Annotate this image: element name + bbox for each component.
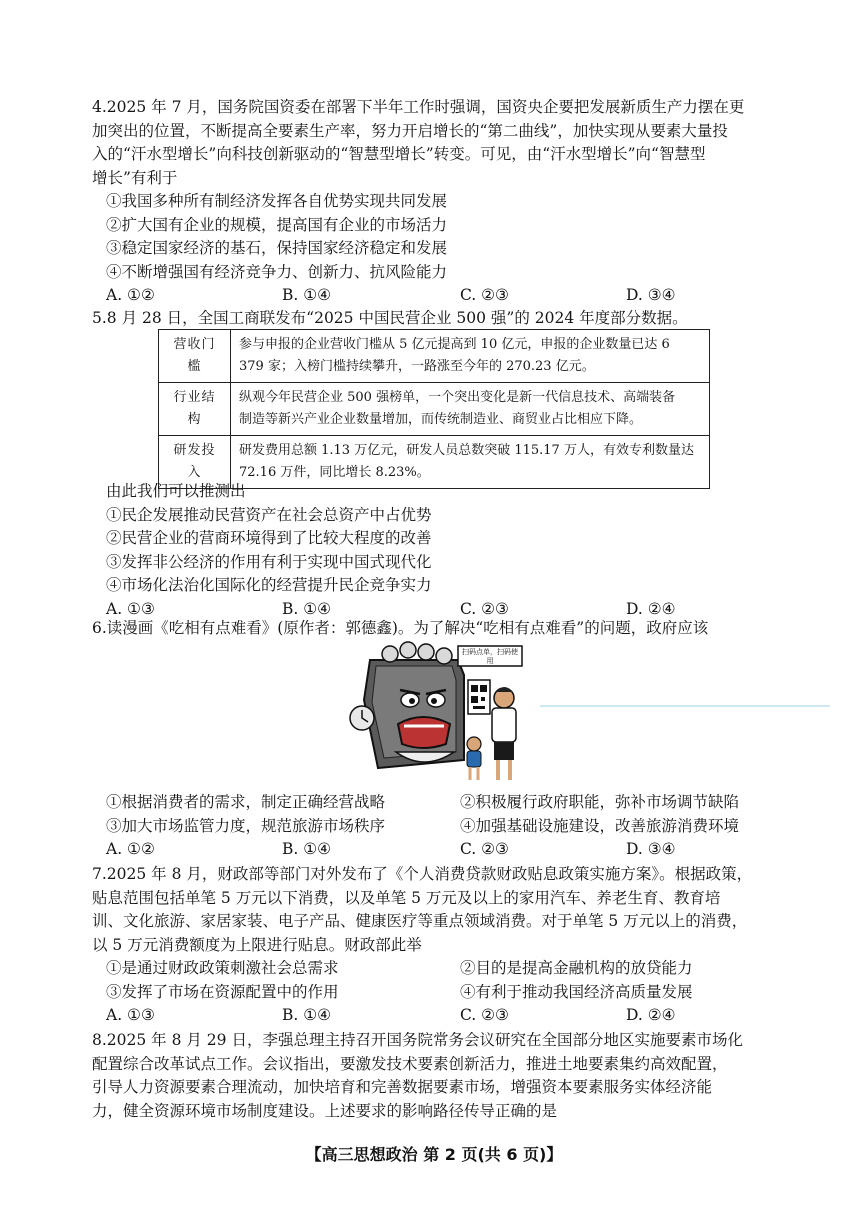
q5-item: ②民营企业的营商环境得到了比较大程度的改善 [106, 529, 432, 547]
table-row [159, 383, 710, 436]
table-cell-line: 参与申报的企业营收门槛从 5 亿元提高到 10 亿元，申报的企业数量已达 6 [239, 337, 670, 352]
q7-options [92, 1004, 732, 1028]
table-cell-line: 72.16 万件，同比增长 8.23%。 [239, 465, 430, 480]
q8-stem-line: 引导人力资源要素合理流动，加快培育和完善数据要素市场，增强资本要素服务实体经济能 [92, 1078, 713, 1096]
q6-option-d[interactable]: D. ③④ [626, 840, 676, 858]
q6-item-row [92, 791, 740, 815]
q5-option-b[interactable]: B. ①④ [282, 599, 332, 618]
table-cell-line: 379 家；入榜门槛持续攀升，一路涨至今年的 270.23 亿元。 [239, 359, 595, 374]
q4-item: ④不断增强国有经济竞争力、创新力、抗风险能力 [106, 262, 448, 281]
question-6-body [92, 791, 740, 862]
q7-option-c[interactable]: C. ②③ [460, 1006, 509, 1024]
question-8 [92, 1029, 743, 1123]
q4-stem-line: 4.2025 年 7 月，国务院国资委在部署下半年工作时强调，国资央企要把发展新质生产力摆在更 [92, 98, 745, 116]
q6-item: ①根据消费者的需求，制定正确经营战略 [106, 793, 386, 811]
q4-options [92, 284, 732, 308]
q4-option-a[interactable]: A. ①② [106, 286, 155, 304]
table-row-body [231, 330, 710, 383]
q6-option-b[interactable]: B. ①④ [282, 840, 332, 858]
q6-item: ②积极履行政府职能，弥补市场调节缺陷 [460, 793, 740, 811]
q8-stem-line: 力，健全资源环境市场制度建设。上述要求的影响路径传导正确的是 [92, 1101, 558, 1120]
q8-stem-line: 8.2025 年 8 月 29 日，李强总理主持召开国务院常务会议研究在全国部分地区实施要素市场化 [92, 1031, 743, 1049]
table-cell-line: 制造等新兴产业企业数量增加，而传统制造业、商贸业占比相应下降。 [239, 412, 643, 427]
q7-stem-line: 贴息范围包括单笔 5 万元以下消费，以及单笔 5 万元及以上的家用汽车、养老生育、教育培 [92, 888, 721, 907]
q5-item: ①民企发展推动民营资产在社会总资产中占优势 [106, 505, 432, 524]
q7-item-row [92, 981, 732, 1005]
q7-stem-line: 训、文化旅游、家居家装、电子产品、健康医疗等重点领域消费。对于单笔 5 万元以上的消费， [92, 912, 748, 930]
q7-item: ③发挥了市场在资源配置中的作用 [106, 982, 339, 1001]
q4-item: ③稳定国家经济的基石，保持国家经济稳定和发展 [106, 239, 448, 257]
q4-stem-line: 入的“汗水型增长”向科技创新驱动的“智慧型增长”转变。可见，由“汗水型增长”向“智慧型 [92, 145, 706, 163]
q6-item: ④加强基础设施建设，改善旅游消费环境 [460, 816, 740, 835]
q7-item: ④有利于推动我国经济高质量发展 [460, 982, 693, 1001]
table-cell-line: 研发费用总额 1.13 万亿元，研发人员总数突破 115.17 万人，有效专利数量达 [239, 443, 694, 458]
q6-stem: 6.读漫画《吃相有点难看》(原作者：郭德鑫)。为了解决“吃相有点难看”的问题，政府应该 [92, 619, 709, 637]
q7-option-a[interactable]: A. ①③ [106, 1006, 155, 1024]
question-4 [92, 96, 745, 308]
table-row-body [231, 383, 710, 436]
q5-lead: 由此我们可以推测出 [106, 482, 246, 500]
scan-artifact-line [540, 705, 830, 707]
q8-stem-line: 配置综合改革试点工作。会议指出，要激发技术要素创新活力，推进土地要素集约高效配置， [92, 1054, 728, 1073]
table-row-head: 研发投入 [159, 436, 231, 489]
cartoon-sign: 扫码点单，扫码使用 [462, 648, 518, 665]
question-5-stem [92, 307, 732, 331]
q5-item: ③发挥非公经济的作用有利于实现中国式现代化 [106, 552, 432, 571]
cartoon-illustration [340, 640, 540, 790]
q6-item-row [92, 815, 740, 839]
table-row [159, 330, 710, 383]
q7-option-d[interactable]: D. ②④ [626, 1006, 676, 1024]
question-6-stem [92, 617, 732, 641]
q4-item: ②扩大国有企业的规模，提高国有企业的市场活力 [106, 215, 448, 234]
q7-option-b[interactable]: B. ①④ [282, 1006, 332, 1024]
q5-stem: 5.8 月 28 日，全国工商联发布“2025 中国民营企业 500 强”的 2024 年度部分数据。 [92, 309, 688, 327]
q5-option-d[interactable]: D. ②④ [626, 599, 676, 618]
page-footer: 【高三思想政治 第 2 页(共 6 页)】 [305, 1145, 563, 1164]
q6-option-c[interactable]: C. ②③ [460, 840, 509, 858]
table-cell-line: 纵观今年民营企业 500 强榜单，一个突出变化是新一代信息技术、高端装备 [239, 390, 676, 405]
q7-stem-line: 7.2025 年 8 月，财政部等部门对外发布了《个人消费贷款财政贴息政策实施方案》。根据政策， [92, 865, 753, 883]
q7-item: ①是通过财政政策刺激社会总需求 [106, 959, 339, 977]
q5-item: ④市场化法治化国际化的经营提升民企竞争实力 [106, 576, 432, 594]
q5-option-a[interactable]: A. ①③ [106, 599, 155, 618]
q7-item-row [92, 957, 732, 981]
table-row-head: 行业结构 [159, 383, 231, 436]
q4-option-d[interactable]: D. ③④ [626, 286, 676, 304]
q5-option-c[interactable]: C. ②③ [460, 599, 509, 618]
q7-item: ②目的是提高金融机构的放贷能力 [460, 959, 693, 977]
q4-stem-line: 增长”有利于 [92, 168, 178, 187]
q6-option-a[interactable]: A. ①② [106, 840, 155, 858]
question-7 [92, 863, 753, 1028]
table-row-head: 营收门槛 [159, 330, 231, 383]
q6-options [92, 838, 732, 862]
question-5-body [92, 480, 732, 621]
q4-option-c[interactable]: C. ②③ [460, 286, 509, 304]
q6-item: ③加大市场监管力度，规范旅游市场秩序 [106, 816, 386, 835]
q7-stem-line: 以 5 万元消费额度为上限进行贴息。财政部此举 [92, 935, 422, 954]
q5-data-table [158, 329, 710, 489]
q4-stem-line: 加突出的位置，不断提高全要素生产率，努力开启增长的“第二曲线”，加快实现从要素大量投 [92, 121, 728, 140]
q4-item: ①我国多种所有制经济发挥各自优势实现共同发展 [106, 192, 448, 210]
q4-option-b[interactable]: B. ①④ [282, 286, 332, 304]
